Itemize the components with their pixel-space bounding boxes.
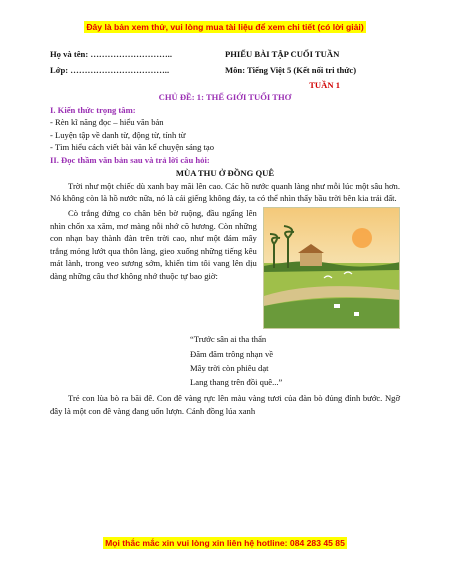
- story-title: MÙA THU Ở ĐỒNG QUÊ: [175, 168, 275, 179]
- poem-line: Lang thang trên đồi quê...”: [190, 376, 283, 387]
- preview-banner: Đây là bản xem thử, vui lòng mua tài liệu để xem chi tiết (có lời giải): [86, 22, 364, 32]
- village-painting-image: [263, 207, 400, 329]
- list-item: - Rèn kĩ năng đọc – hiểu văn bản: [50, 117, 164, 128]
- subject-label: Môn: Tiếng Việt 5 (Kết nối tri thức): [225, 65, 357, 76]
- sheet-title: PHIẾU BÀI TẬP CUỐI TUẦN: [225, 49, 340, 59]
- painting-svg: [264, 208, 400, 328]
- story-paragraph-3: Trẻ con lùa bò ra bãi đê. Con đê vàng rực lên màu vàng tươi của đàn bò đủng đỉnh bước. Ngỡ đây là một con đê vàng đang uốn lượn. Cánh đồng lúa xanh: [50, 393, 400, 416]
- week-label: TUẦN 1: [309, 79, 340, 90]
- story-paragraph-1: Trời như một chiếc dù xanh bay mãi lên cao. Các hồ nước quanh làng như mỗi lúc một sâu hơn. Nó không còn là hồ nước nữa, nó là cái giếng không đáy, ta có thể nhìn thấy bầu trời bên kia trái đất.: [50, 180, 400, 203]
- poem-line: Mây trời còn phiêu dạt: [190, 362, 269, 373]
- poem-line: “Trước sân ai tha thẩn: [190, 334, 267, 345]
- poem: [50, 332, 400, 389]
- topic-title: CHỦ ĐỀ: 1: THẾ GIỚI TUỔI THƠ: [158, 92, 292, 103]
- hotline-banner: Mọi thắc mắc xin vui lòng xin liên hệ hotline: 084 283 45 85: [105, 538, 345, 548]
- poem-line: Đăm đăm trông nhạn về: [190, 348, 274, 359]
- class-field-label: Lớp: ……………………………..: [50, 65, 170, 76]
- section-1-title: I. Kiến thức trọng tâm:: [50, 104, 136, 115]
- header-row-1: [50, 48, 400, 60]
- paragraph-with-image: [50, 207, 400, 329]
- header-row-2: [50, 64, 400, 76]
- list-item: - Luyện tập về danh từ, động từ, tính từ: [50, 129, 186, 140]
- name-field-label: Họ và tên: ………………………..: [50, 49, 172, 59]
- worksheet-page: [50, 48, 400, 417]
- list-item: - Tìm hiểu cách viết bài văn kể chuyện sáng tạo: [50, 142, 215, 153]
- story-paragraph-2: Cò trắng đứng co chân bên bờ ruộng, đầu ngẩng lên nhìn chốn xa xăm, mơ màng nỗi nhớ cõ hương. Còn những con nhạn bay thành đàn trên trời cao, như một đám mây trắng mỏng lướt qua thôn làng, gieo xuống những tiếng kêu mát lành, trong veo sương sớm, khiến tim tôi vang lên dịu dàng những câu thơ không nhớ thuộc tự bao giờ:: [50, 208, 257, 281]
- section-2-title: II. Đọc thầm văn bản sau và trả lời câu hỏi:: [50, 154, 210, 165]
